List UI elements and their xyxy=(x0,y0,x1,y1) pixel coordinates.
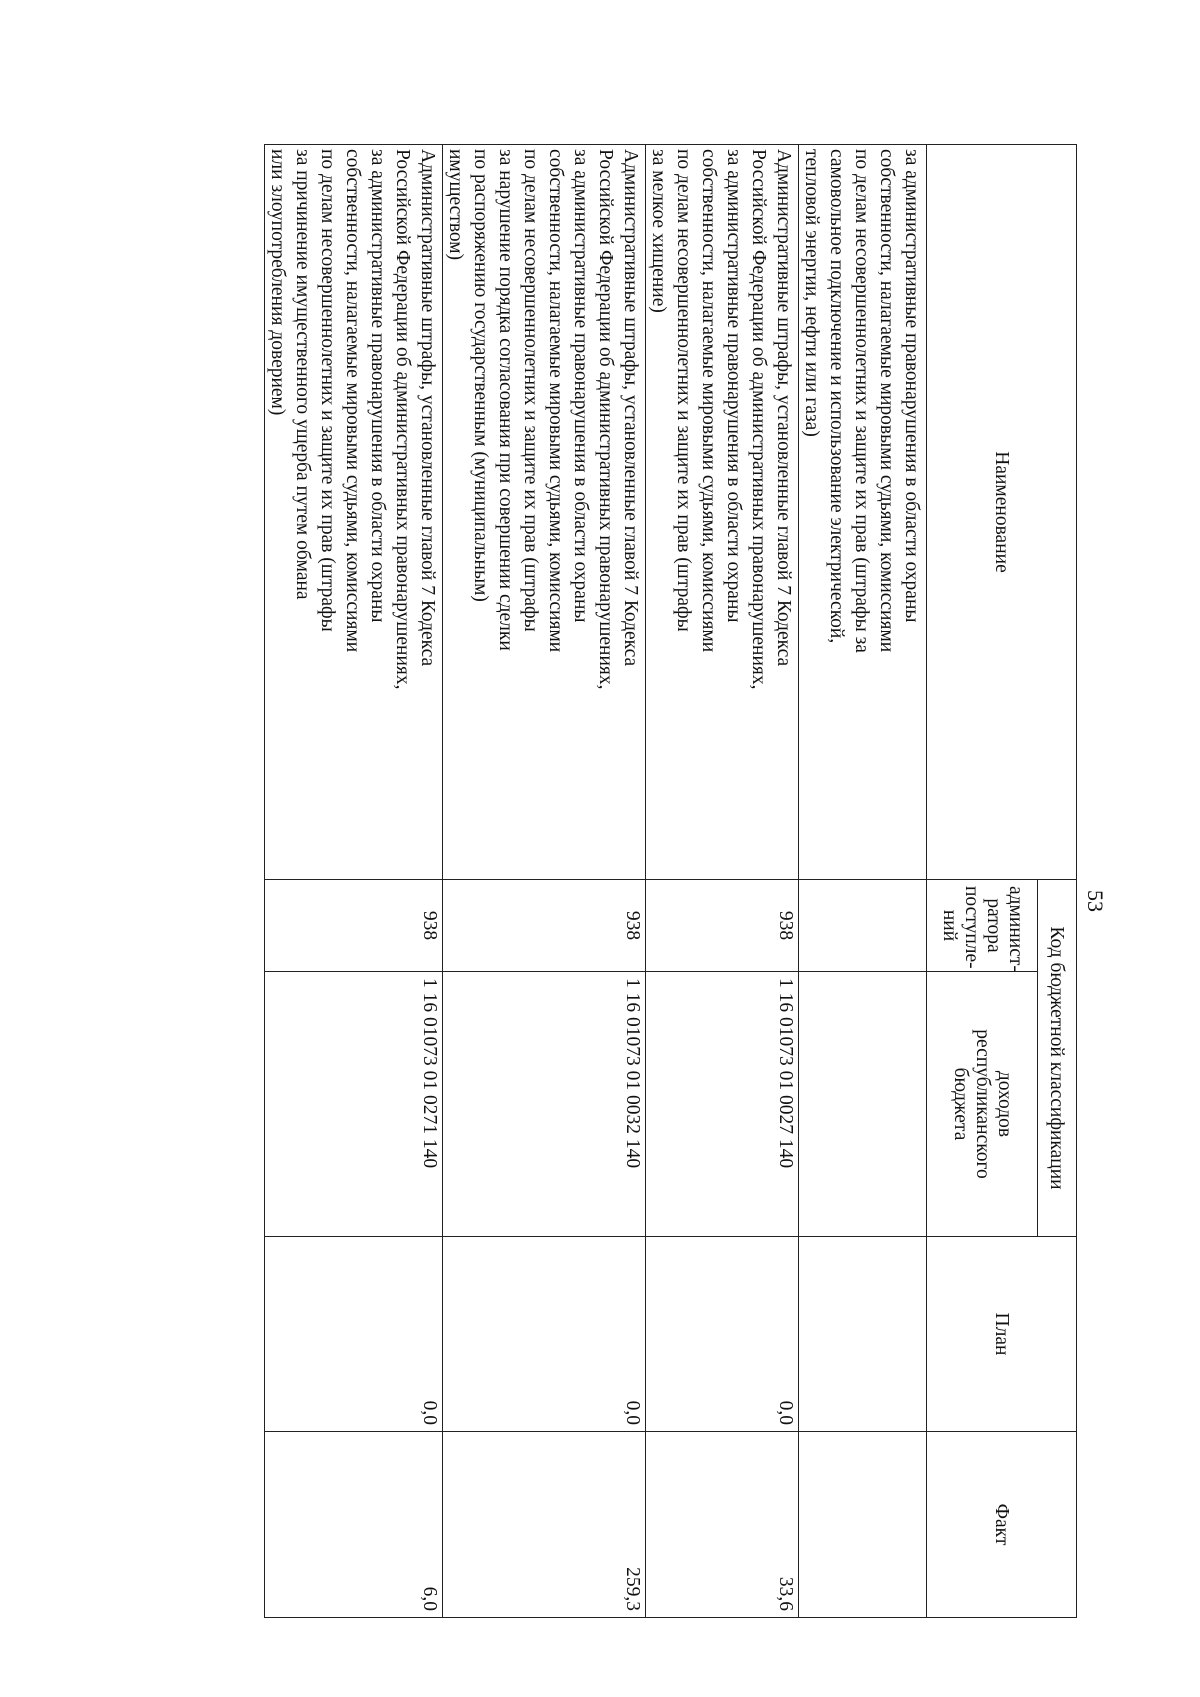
name-line: за административные правонарушения в области охраны xyxy=(901,149,922,623)
name-line: собственности, налагаемые мировыми судьями, комиссиями xyxy=(545,149,566,653)
header-revenue-line: республиканского xyxy=(972,1029,993,1179)
row-name xyxy=(799,145,927,880)
header-name: Наименование xyxy=(927,145,1077,880)
header-admin-line: админист- xyxy=(1005,886,1026,972)
name-line: или злоупотребления доверием) xyxy=(267,149,288,416)
name-line: самовольное подключение и использование электрической, xyxy=(826,149,847,644)
row-fact: 6,0 xyxy=(265,1432,443,1618)
budget-revenue-table xyxy=(264,144,1077,1618)
row-plan: 0,0 xyxy=(646,1237,799,1432)
name-line: Российской Федерации об административных правонарушениях, xyxy=(595,149,616,690)
header-plan: План xyxy=(927,1237,1077,1432)
row-plan: 0,0 xyxy=(265,1237,443,1432)
name-line: собственности, налагаемые мировыми судьями, комиссиями xyxy=(876,149,897,653)
name-line: по делам несовершеннолетних и защите их прав (штрафы xyxy=(520,149,541,632)
header-code-group: Код бюджетной классификации xyxy=(1038,880,1077,1237)
table-row xyxy=(799,145,927,1618)
row-admin-code xyxy=(799,880,927,972)
name-line: по делам несовершеннолетних и защите их прав (штрафы xyxy=(673,149,694,632)
page-number: 53 xyxy=(1083,890,1108,912)
row-revenue-code: 1 16 01073 01 0271 140 xyxy=(265,972,443,1237)
row-admin-code: 938 xyxy=(443,880,646,972)
header-revenue-code xyxy=(927,972,1038,1237)
name-line: за административные правонарушения в области охраны xyxy=(367,149,388,623)
row-name xyxy=(443,145,646,880)
name-line: Административные штрафы, установленные главой 7 Кодекса xyxy=(773,149,794,667)
name-line: имуществом) xyxy=(445,149,466,261)
name-line: по распоряжению государственным (муниципальным) xyxy=(470,149,491,602)
table-row xyxy=(646,145,799,1618)
row-name xyxy=(646,145,799,880)
name-line: за мелкое хищение) xyxy=(648,149,669,313)
header-admin xyxy=(927,880,1038,972)
table-row xyxy=(265,145,443,1618)
header-admin-line: поступле- xyxy=(961,886,982,969)
name-line: за нарушение порядка согласования при совершении сделки xyxy=(495,149,516,651)
header-fact: Факт xyxy=(927,1432,1077,1618)
header-revenue-line: доходов xyxy=(994,1070,1015,1138)
name-line: Административные штрафы, установленные главой 7 Кодекса xyxy=(620,149,641,667)
row-revenue-code xyxy=(799,972,927,1237)
row-admin-code: 938 xyxy=(646,880,799,972)
row-fact xyxy=(799,1432,927,1618)
row-plan xyxy=(799,1237,927,1432)
budget-table-sheet xyxy=(113,144,1077,1617)
header-admin-line: ратора xyxy=(983,898,1004,953)
row-admin-code: 938 xyxy=(265,880,443,972)
name-line: по делам несовершеннолетних и защите их прав (штрафы за xyxy=(851,149,872,653)
name-line: по делам несовершеннолетних и защите их прав (штрафы xyxy=(317,149,338,632)
row-fact: 33,6 xyxy=(646,1432,799,1618)
name-line: за административные правонарушения в области охраны xyxy=(570,149,591,623)
name-line: собственности, налагаемые мировыми судьями, комиссиями xyxy=(698,149,719,653)
name-line: за административные правонарушения в области охраны xyxy=(723,149,744,623)
row-name xyxy=(265,145,443,880)
row-fact: 259,3 xyxy=(443,1432,646,1618)
name-line: Российской Федерации об административных правонарушениях, xyxy=(392,149,413,690)
header-revenue-line: бюджета xyxy=(950,1067,971,1141)
name-line: Административные штрафы, установленные главой 7 Кодекса xyxy=(417,149,438,667)
name-line: Российской Федерации об административных правонарушениях, xyxy=(748,149,769,690)
name-line: собственности, налагаемые мировыми судьями, комиссиями xyxy=(342,149,363,653)
row-revenue-code: 1 16 01073 01 0027 140 xyxy=(646,972,799,1237)
name-line: за причинение имущественного ущерба путем обмана xyxy=(292,149,313,600)
table-row xyxy=(443,145,646,1618)
row-plan: 0,0 xyxy=(443,1237,646,1432)
row-revenue-code: 1 16 01073 01 0032 140 xyxy=(443,972,646,1237)
name-line: тепловой энергии, нефти или газа) xyxy=(801,149,822,437)
header-admin-line: ний xyxy=(939,909,960,942)
